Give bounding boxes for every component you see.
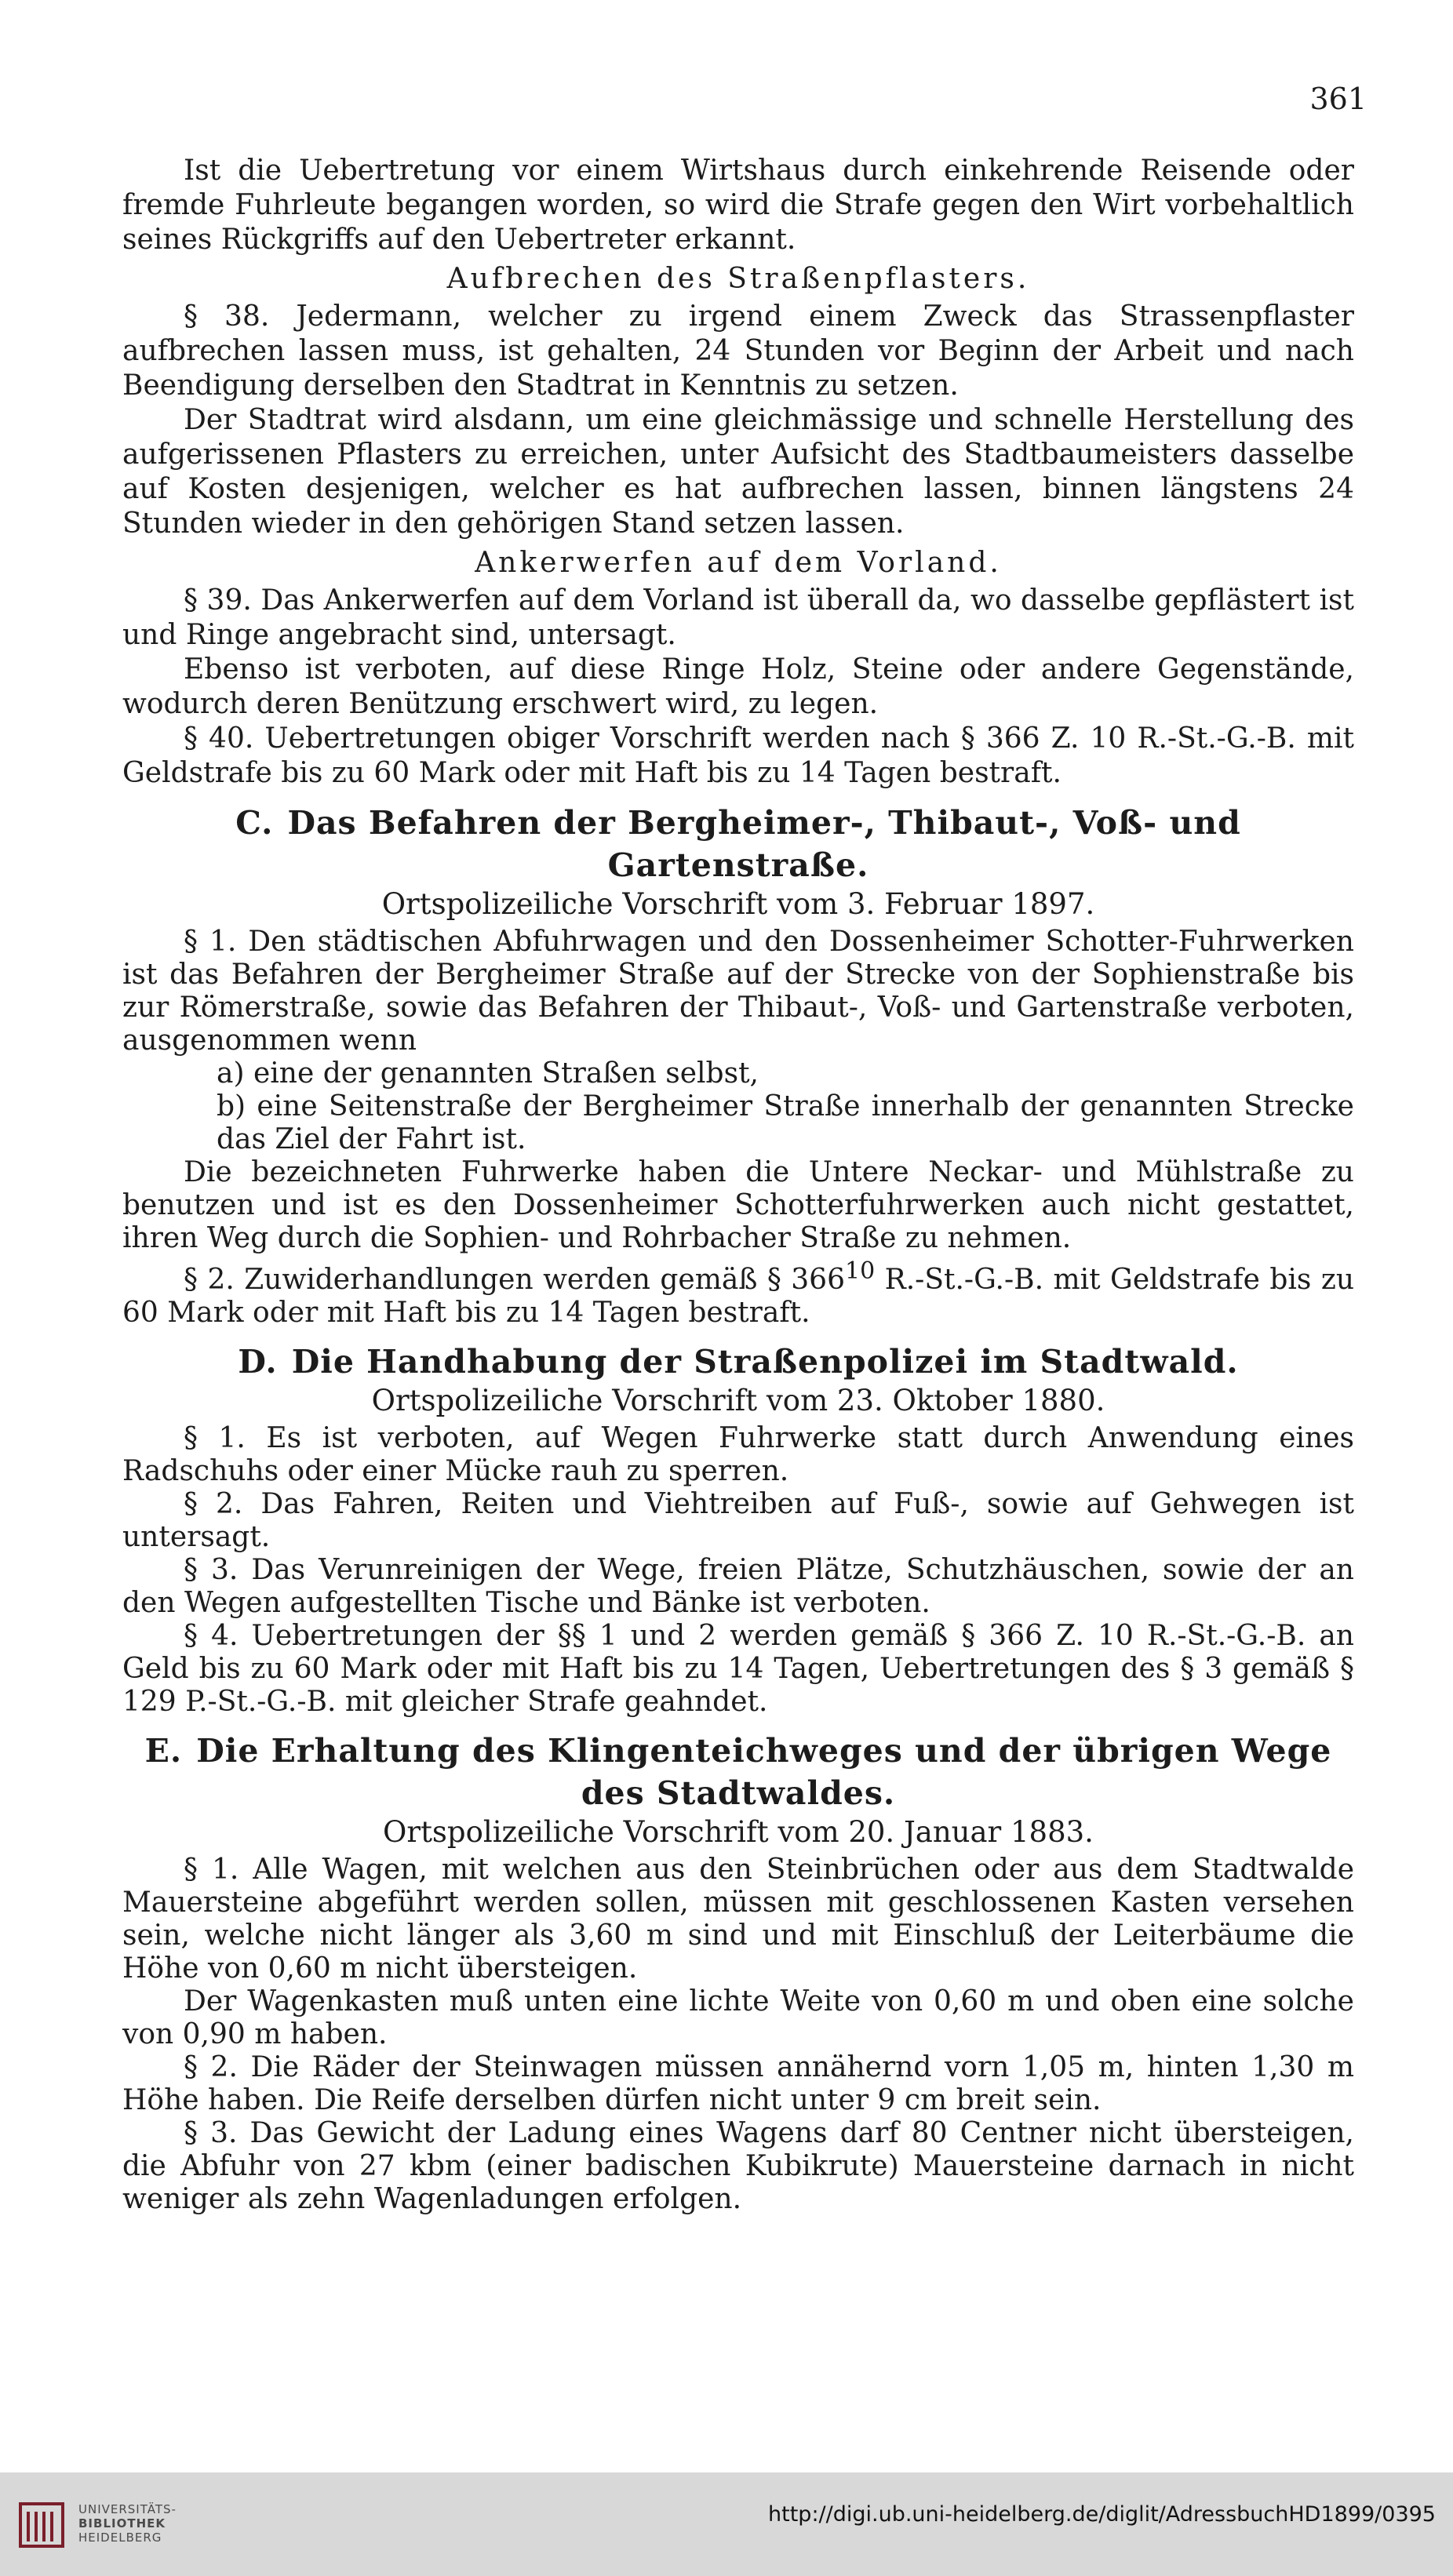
paragraph-s39-1: § 39. Das Ankerwerfen auf dem Vorland ist überall da, wo dasselbe gepflästert ist und Ringe angebracht sind, untersagt. xyxy=(122,584,1354,651)
library-name-line-2: BIBLIOTHEK xyxy=(78,2516,166,2531)
section-d-title xyxy=(122,1341,1354,1383)
page-number: 361 xyxy=(1309,82,1367,116)
library-name-line-1: UNIVERSITÄTS- xyxy=(78,2502,177,2516)
section-d-paragraph-1: § 1. Es ist verboten, auf Wegen Fuhrwerke statt durch Anwendung eines Radschuhs oder einer Mücke rauh zu sperren. xyxy=(122,1422,1354,1487)
paragraph-s39-2: Ebenso ist verboten, auf diese Ringe Holz, Steine oder andere Gegenstände, wodurch deren Benützung erschwert wird, zu legen. xyxy=(122,653,1354,720)
library-name xyxy=(78,2502,177,2545)
section-c-p3-sup: 10 xyxy=(844,1257,876,1285)
footer-bar xyxy=(0,2472,1453,2576)
section-d-paragraph-4: § 4. Uebertretungen der §§ 1 und 2 werden gemäß § 366 Z. 10 R.-St.-G.-B. an Geld bis zu 60 Mark oder mit Haft bis zu 14 Tagen, Uebertretungen des § 3 gemäß § 129 P.-St.-G.-B. mit gleicher Strafe geahndet. xyxy=(122,1620,1354,1718)
paragraph-s38-2: Der Stadtrat wird alsdann, um eine gleichmässige und schnelle Herstellung des aufgerissenen Pflasters zu erreichen, unter Aufsicht des Stadtbaumeisters dasselbe auf Kosten desjenigen, welcher es hat aufbrechen lassen, binnen längstens 24 Stunden wieder in den gehörigen Stand setzen lassen. xyxy=(122,404,1354,540)
section-c-title xyxy=(122,802,1354,886)
section-d-paragraph-2: § 2. Das Fahren, Reiten und Viehtreiben auf Fuß-, sowie auf Gehwegen ist untersagt. xyxy=(122,1488,1354,1553)
section-c-p3-before: § 2. Zuwiderhandlungen werden gemäß § 366 xyxy=(184,1264,845,1296)
section-e-paragraph-1: § 1. Alle Wagen, mit welchen aus den Steinbrüchen oder aus dem Stadtwalde Mauersteine abgeführt werden sollen, müssen mit geschlossenen Kasten versehen sein, welche nicht länger als 3,60 m sind und mit Einschluß der Leiterbäume die Höhe von 0,60 m nicht übersteigen. xyxy=(122,1854,1354,1985)
section-e-paragraph-2: Der Wagenkasten muß unten eine lichte Weite von 0,60 m und oben eine solche von 0,90 m haben. xyxy=(122,1985,1354,2050)
section-e-letter: E. xyxy=(144,1732,183,1770)
section-c-item-a: a) eine der genannten Straßen selbst, xyxy=(217,1057,759,1090)
section-c-letter: C. xyxy=(235,804,274,842)
section-c-paragraph-1: § 1. Den städtischen Abfuhrwagen und den Dossenheimer Schotter-Fuhrwerken ist das Befahren der Bergheimer Straße auf der Strecke von der Sophienstraße bis zur Römerstraße, sowie das Befahren der Thibaut-, Voß- und Gartenstraße verboten, ausgenommen wenn xyxy=(122,926,1354,1057)
heading-ankerwerfen: Ankerwerfen auf dem Vorland. xyxy=(475,547,1002,579)
paragraph-s38-1: § 38. Jedermann, welcher zu irgend einem Zweck das Strassenpflaster aufbrechen lassen muss, ist gehalten, 24 Stunden vor Beginn der Arbeit und nach Beendigung derselben den Stadtrat in Kenntnis zu setzen. xyxy=(122,300,1354,402)
page-body xyxy=(122,154,1354,2216)
library-name-line-3: HEIDELBERG xyxy=(78,2531,162,2545)
section-c-p3-after: R.-St.-G.-B. mit Geldstrafe bis zu 60 Mark oder mit Haft bis zu 14 Tagen bestraft. xyxy=(122,1264,1354,1329)
section-d-ordinance: Ortspolizeiliche Vorschrift vom 23. Oktober 1880. xyxy=(371,1384,1105,1417)
section-e-heading: Die Erhaltung des Klingenteichweges und der übrigen Wege des Stadtwaldes. xyxy=(196,1732,1332,1812)
section-e-paragraph-3: § 2. Die Räder der Steinwagen müssen annähernd vorn 1,05 m, hinten 1,30 m Höhe haben. Die Reife derselben dürfen nicht unter 9 cm breit sein. xyxy=(122,2051,1354,2116)
section-c-paragraph-3 xyxy=(122,1255,1354,1330)
section-c-heading: Das Befahren der Bergheimer-, Thibaut-, Voß- und Gartenstraße. xyxy=(287,804,1241,884)
paragraph-s40: § 40. Uebertretungen obiger Vorschrift werden nach § 366 Z. 10 R.-St.-G.-B. mit Geldstrafe bis zu 60 Mark oder mit Haft bis zu 14 Tagen bestraft. xyxy=(122,722,1354,789)
section-d-paragraph-3: § 3. Das Verunreinigen der Wege, freien Plätze, Schutzhäuschen, sowie der an den Wegen aufgestellten Tische und Bänke ist verboten. xyxy=(122,1554,1354,1619)
library-logo-icon xyxy=(17,2496,67,2552)
source-url-link[interactable]: http://digi.ub.uni-heidelberg.de/diglit/AdressbuchHD1899/0395 xyxy=(768,2502,1436,2527)
paragraph-uebertretung: Ist die Uebertretung vor einem Wirtshaus durch einkehrende Reisende oder fremde Fuhrleute begangen worden, so wird die Strafe gegen den Wirt vorbehaltlich seines Rückgriffs auf den Uebertreter erkannt. xyxy=(122,155,1354,256)
section-e-ordinance: Ortspolizeiliche Vorschrift vom 20. Januar 1883. xyxy=(383,1815,1094,1849)
section-e-title xyxy=(122,1730,1354,1814)
section-d-heading: Die Handhabung der Straßenpolizei im Stadtwald. xyxy=(291,1343,1239,1381)
section-c-paragraph-2: Die bezeichneten Fuhrwerke haben die Untere Neckar- und Mühlstraße zu benutzen und ist es den Dossenheimer Schotterfuhrwerken auch nicht gestattet, ihren Weg durch die Sophien- und Rohrbacher Straße zu nehmen. xyxy=(122,1156,1354,1254)
section-e-paragraph-4: § 3. Das Gewicht der Ladung eines Wagens darf 80 Centner nicht übersteigen, die Abfuhr von 27 kbm (einer badischen Kubikrute) Mauersteine darnach in nicht weniger als zehn Wagenladungen erfolgen. xyxy=(122,2117,1354,2215)
heading-aufbrechen: Aufbrechen des Straßenpflasters. xyxy=(446,263,1030,295)
section-d-letter: D. xyxy=(238,1343,278,1381)
section-c-ordinance: Ortspolizeiliche Vorschrift vom 3. Februar 1897. xyxy=(381,887,1095,921)
section-c-item-b: b) eine Seitenstraße der Bergheimer Straße innerhalb der genannten Strecke das Ziel der Fahrt ist. xyxy=(217,1090,1354,1155)
